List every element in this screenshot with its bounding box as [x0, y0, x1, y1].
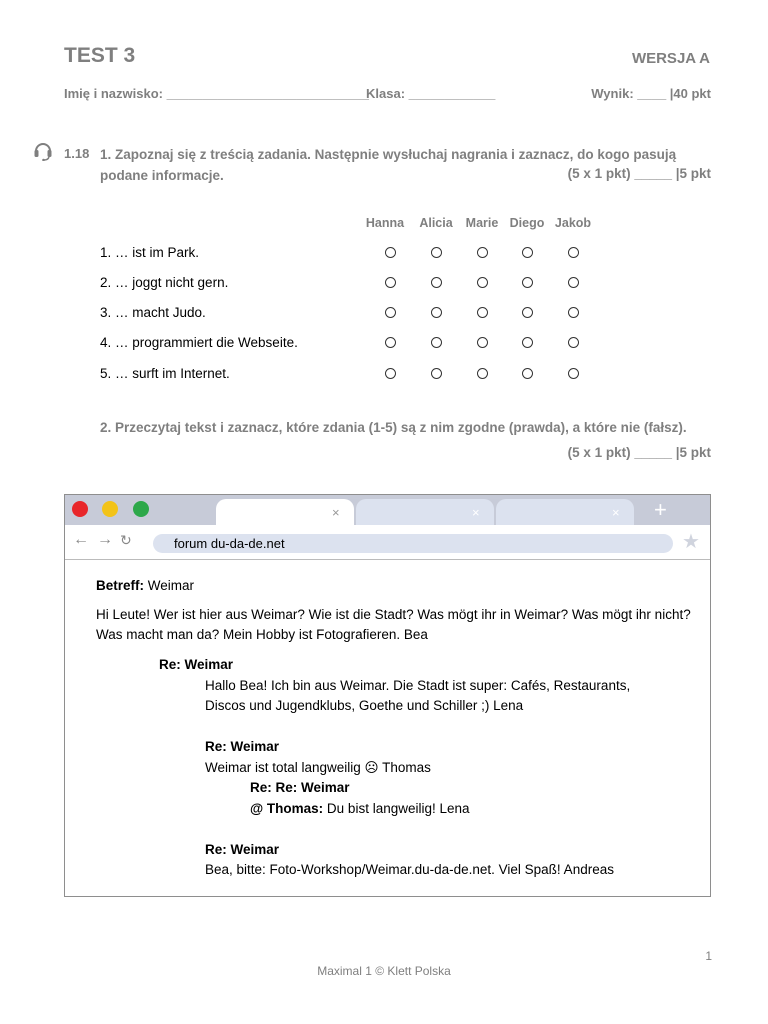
radio-option[interactable]: [477, 277, 488, 288]
minimize-window-dot[interactable]: [102, 501, 118, 517]
test-version: WERSJA A: [631, 50, 710, 67]
name-field-label: Imię i nazwisko: ____________________________: [64, 86, 370, 101]
radio-option[interactable]: [477, 307, 488, 318]
url-text: forum du-da-de.net: [174, 536, 285, 551]
radio-option[interactable]: [431, 247, 442, 258]
radio-option[interactable]: [522, 307, 533, 318]
radio-option[interactable]: [431, 307, 442, 318]
radio-option[interactable]: [522, 277, 533, 288]
footer-credit: Maximal 1 © Klett Polska: [317, 964, 451, 978]
headphones-icon: [33, 139, 53, 161]
radio-option[interactable]: [522, 337, 533, 348]
radio-option[interactable]: [568, 277, 579, 288]
score-field-label: Wynik: ____ |40 pkt: [591, 86, 711, 101]
class-field-label: Klasa: ____________: [366, 86, 496, 101]
task1-instruction: 1. Zapoznaj się z treścią zadania. Następnie wysłuchaj nagrania i zaznacz, do kogo pasują podane informacje.: [100, 147, 677, 183]
tab-inactive[interactable]: [356, 499, 494, 525]
task2-instruction: 2. Przeczytaj tekst i zaznacz, które zdania (1-5) są z nim zgodne (prawda), a które nie (fałsz).: [100, 420, 687, 435]
task1-points: (5 x 1 pkt) _____ |5 pkt: [567, 166, 711, 181]
close-tab-icon[interactable]: ×: [612, 505, 620, 520]
reply-title: Re: Weimar: [205, 739, 280, 754]
radio-option[interactable]: [477, 337, 488, 348]
tab-bar: [65, 495, 710, 525]
column-header-alicia: Alicia: [419, 216, 453, 230]
radio-option[interactable]: [385, 277, 396, 288]
reply-body: Weimar ist total langweilig ☹ Thomas: [205, 760, 431, 775]
statement-1: 1. … ist im Park.: [100, 245, 200, 260]
column-header-diego: Diego: [509, 216, 545, 230]
reply-body: Bea, bitte: Foto-Workshop/Weimar.du-da-de.net. Viel Spaß! Andreas: [205, 862, 614, 877]
radio-option[interactable]: [385, 368, 396, 379]
reply-body: Hallo Bea! Ich bin aus Weimar. Die Stadt ist super: Cafés, Restaurants, Discos und Jugendklubs, Goethe und Schiller ;) Lena: [205, 678, 631, 713]
page-number: 1: [705, 949, 712, 963]
radio-option[interactable]: [568, 247, 579, 258]
radio-option[interactable]: [522, 368, 533, 379]
maximize-window-dot[interactable]: [133, 501, 149, 517]
statement-4: 4. … programmiert die Webseite.: [100, 335, 298, 350]
radio-option[interactable]: [568, 337, 579, 348]
subject-label: Betreff:: [96, 578, 145, 593]
reply-mention: @ Thomas:: [250, 801, 324, 816]
radio-option[interactable]: [431, 337, 442, 348]
column-header-jakob: Jakob: [554, 216, 592, 230]
radio-option[interactable]: [477, 368, 488, 379]
reply-body: [250, 799, 470, 819]
reply-text: Du bist langweilig! Lena: [323, 801, 470, 816]
statement-2: 2. … joggt nicht gern.: [100, 275, 229, 290]
subject-text: Weimar: [147, 578, 195, 593]
column-header-marie: Marie: [465, 216, 499, 230]
radio-option[interactable]: [385, 247, 396, 258]
radio-option[interactable]: [431, 368, 442, 379]
close-tab-icon[interactable]: ×: [332, 505, 340, 520]
new-tab-icon[interactable]: +: [654, 497, 667, 522]
back-arrow-icon[interactable]: ←: [73, 531, 89, 548]
close-tab-icon[interactable]: ×: [472, 505, 480, 520]
radio-option[interactable]: [385, 307, 396, 318]
radio-option[interactable]: [385, 337, 396, 348]
column-header-hanna: Hanna: [365, 216, 405, 230]
forum-subject: [96, 576, 194, 596]
task2-points: (5 x 1 pkt) _____ |5 pkt: [567, 445, 711, 460]
tab-inactive[interactable]: [496, 499, 634, 525]
forum-post-main: Hi Leute! Wer ist hier aus Weimar? Wie ist die Stadt? Was mögt ihr in Weimar? Was mögt ihr nicht? Was macht man da? Mein Hobby ist Fotografieren. Bea: [96, 607, 691, 642]
radio-option[interactable]: [477, 247, 488, 258]
url-input[interactable]: [153, 534, 673, 553]
reply-title: Re: Weimar: [159, 657, 234, 672]
forward-arrow-icon[interactable]: →: [97, 531, 113, 548]
statement-5: 5. … surft im Internet.: [100, 366, 230, 381]
reply-title: Re: Weimar: [205, 842, 280, 857]
address-bar: [65, 525, 710, 560]
bookmark-star-icon[interactable]: ★: [682, 531, 700, 553]
reply-title: Re: Re: Weimar: [250, 780, 350, 795]
radio-option[interactable]: [431, 277, 442, 288]
close-window-dot[interactable]: [72, 501, 88, 517]
track-number: 1.18: [64, 146, 90, 161]
statement-3: 3. … macht Judo.: [100, 305, 206, 320]
reload-icon[interactable]: ↻: [120, 532, 132, 548]
radio-option[interactable]: [522, 247, 533, 258]
radio-option[interactable]: [568, 307, 579, 318]
tab-active[interactable]: [216, 499, 354, 525]
test-title: TEST 3: [64, 44, 136, 67]
radio-option[interactable]: [568, 368, 579, 379]
